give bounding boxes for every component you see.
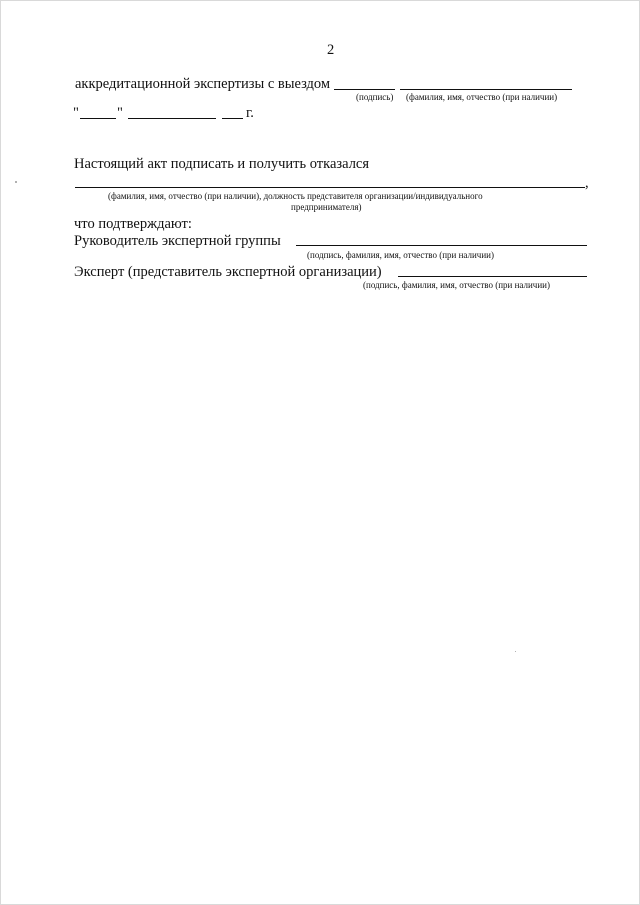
- refused-comma: ,: [585, 175, 589, 191]
- date-quote-open: ": [73, 105, 79, 121]
- expert-signature-line: [398, 276, 587, 277]
- expertise-text: аккредитационной экспертизы с выездом: [75, 76, 331, 92]
- refused-text: Настоящий акт подписать и получить отказался: [74, 156, 370, 172]
- page-number: 2: [327, 42, 335, 58]
- date-quote-close: ": [117, 105, 123, 121]
- name-caption: (фамилия, имя, отчество (при наличии): [406, 92, 558, 102]
- expert-caption: (подпись, фамилия, имя, отчество (при наличии): [363, 280, 550, 290]
- name-line: [400, 89, 572, 90]
- year-suffix: г.: [246, 105, 254, 121]
- scan-speck: [15, 181, 17, 183]
- confirm-text: что подтверждают:: [74, 216, 192, 232]
- refused-caption-line1: (фамилия, имя, отчество (при наличии), должность представителя организации/индивидуального: [108, 191, 483, 201]
- signature-line: [334, 89, 395, 90]
- signature-caption: (подпись): [356, 92, 394, 102]
- expert-label: Эксперт (представитель экспертной организации): [74, 264, 382, 280]
- date-month-line: [128, 118, 216, 119]
- date-day-line: [80, 118, 116, 119]
- head-of-group-label: Руководитель экспертной группы: [74, 233, 281, 249]
- refused-caption-line2: предпринимателя): [291, 202, 362, 212]
- date-year-line: [222, 118, 243, 119]
- head-caption: (подпись, фамилия, имя, отчество (при наличии): [307, 250, 494, 260]
- head-signature-line: [296, 245, 587, 246]
- scan-speck: [515, 651, 516, 652]
- refused-name-line: [75, 187, 585, 188]
